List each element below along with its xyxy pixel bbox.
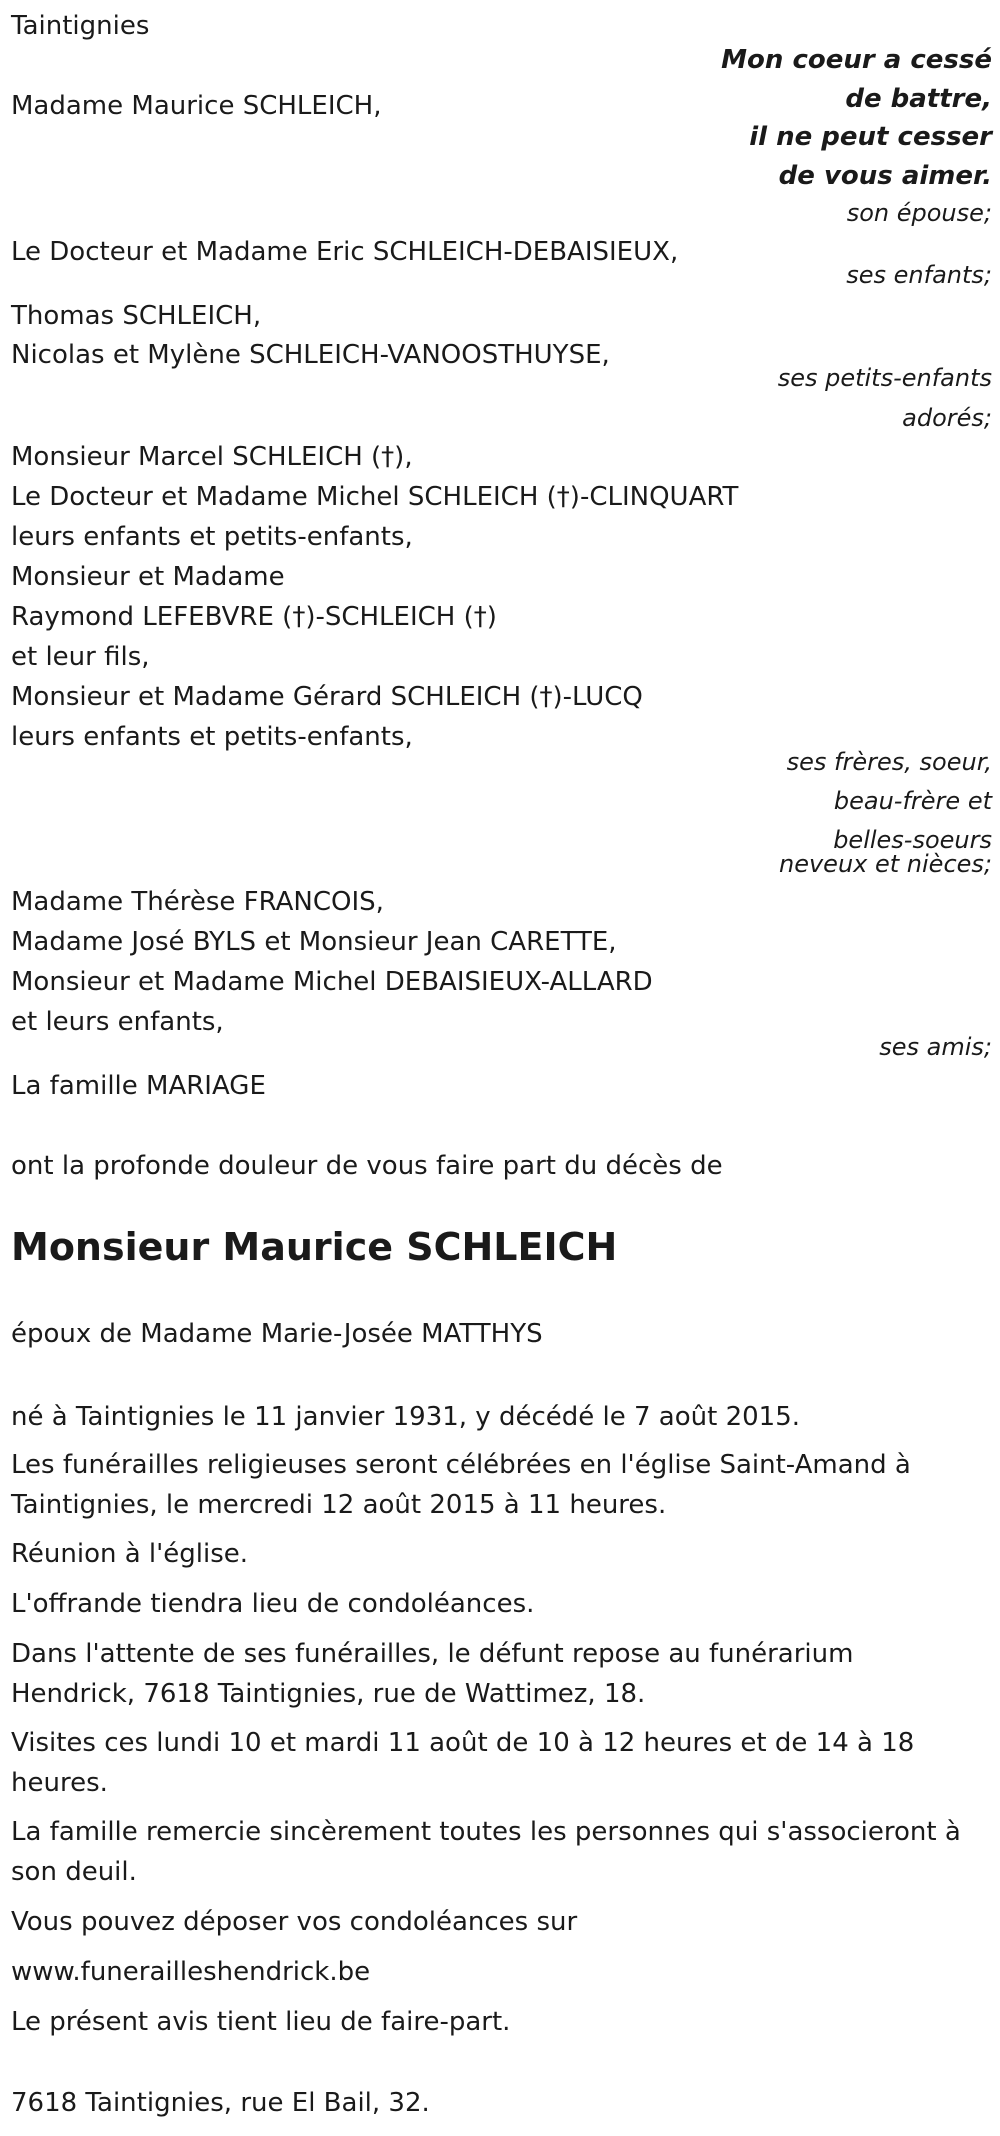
spouse-role: son épouse; [846,199,992,227]
grandchildren-role-2: adorés; [902,404,992,432]
children-name: Le Docteur et Madame Eric SCHLEICH-DEBAISIEUX, [11,237,679,267]
sibling-line-3: leurs enfants et petits-enfants, [11,522,413,552]
notice-info: Le présent avis tient lieu de faire-part. [11,2007,511,2037]
siblings-role-2: beau-frère et [833,787,992,815]
condolences-info: Vous pouvez déposer vos condoléances sur [11,1907,578,1937]
grandchild-2: Nicolas et Mylène SCHLEICH-VANOOSTHUYSE, [11,340,610,370]
friends-role: ses amis; [879,1033,992,1061]
grandchildren-role-1: ses petits-enfants [777,364,992,392]
friend-line-3: Monsieur et Madame Michel DEBAISIEUX-ALLARD [11,967,653,997]
other-family: La famille MARIAGE [11,1071,266,1101]
sibling-line-1: Monsieur Marcel SCHLEICH (†), [11,442,413,472]
funeral-line-1: Les funérailles religieuses seront célébrées en l'église Saint-Amand à [11,1450,911,1480]
deceased-name: Monsieur Maurice SCHLEICH [11,1225,618,1269]
friend-line-1: Madame Thérèse FRANCOIS, [11,887,384,917]
children-role: ses enfants; [846,261,992,289]
meeting-info: Réunion à l'église. [11,1539,249,1569]
address-info: 7618 Taintignies, rue El Bail, 32. [11,2088,430,2118]
funeral-line-2: Taintignies, le mercredi 12 août 2015 à 11 heures. [11,1490,667,1520]
friend-line-2: Madame José BYLS et Monsieur Jean CARETTE, [11,927,617,957]
siblings-role-4: neveux et nièces; [779,850,992,878]
website-link: www.funerailleshendrick.be [11,1957,371,1987]
repose-line-2: Hendrick, 7618 Taintignies, rue de Wattimez, 18. [11,1679,646,1709]
grandchild-1: Thomas SCHLEICH, [11,301,262,331]
sibling-line-8: leurs enfants et petits-enfants, [11,722,413,752]
visits-line-2: heures. [11,1768,108,1798]
siblings-role-1: ses frères, soeur, [786,748,992,776]
header-place: Taintignies [11,11,150,41]
siblings-role-3: belles-soeurs [833,826,992,854]
thanks-line-1: La famille remercie sincèrement toutes les personnes qui s'associeront à [11,1817,961,1847]
poem-line-1: Mon coeur a cessé [721,45,992,75]
announcement-intro: ont la profonde douleur de vous faire part du décès de [11,1151,723,1181]
friend-line-4: et leurs enfants, [11,1007,224,1037]
visits-line-1: Visites ces lundi 10 et mardi 11 août de 10 à 12 heures et de 14 à 18 [11,1728,915,1758]
poem-line-3: il ne peut cesser [749,122,992,152]
spouse-name: Madame Maurice SCHLEICH, [11,91,382,121]
sibling-line-2: Le Docteur et Madame Michel SCHLEICH (†)-CLINQUART [11,482,739,512]
sibling-line-5: Raymond LEFEBVRE (†)-SCHLEICH (†) [11,602,497,632]
sibling-line-6: et leur fils, [11,642,150,672]
birth-death: né à Taintignies le 11 janvier 1931, y décédé le 7 août 2015. [11,1402,801,1432]
repose-line-1: Dans l'attente de ses funérailles, le défunt repose au funérarium [11,1639,854,1669]
poem-line-2: de battre, [845,84,992,114]
thanks-line-2: son deuil. [11,1857,137,1887]
poem-line-4: de vous aimer. [778,161,992,191]
offering-info: L'offrande tiendra lieu de condoléances. [11,1589,535,1619]
sibling-line-7: Monsieur et Madame Gérard SCHLEICH (†)-LUCQ [11,682,643,712]
spouse-of: époux de Madame Marie-Josée MATTHYS [11,1319,543,1349]
sibling-line-4: Monsieur et Madame [11,562,285,592]
